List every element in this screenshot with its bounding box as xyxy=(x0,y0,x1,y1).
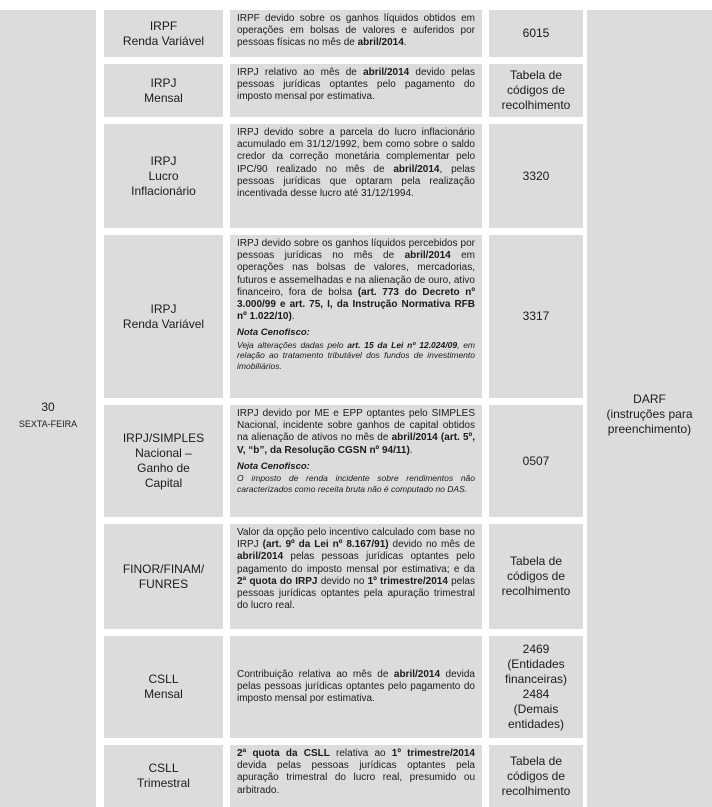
payment-code: 2469 (Entidades financeiras) 2484 (Demais entidades) xyxy=(489,636,583,738)
table-row xyxy=(104,10,579,57)
tax-name: IRPF Renda Variável xyxy=(104,10,223,57)
tax-name: IRPJ Renda Variável xyxy=(104,235,223,398)
darf-instructions: DARF (instruções para preenchimento) xyxy=(606,392,693,436)
instructions-column xyxy=(587,10,712,807)
tax-name: CSLL Trimestral xyxy=(104,745,223,807)
table-row xyxy=(104,124,579,228)
tax-name: CSLL Mensal xyxy=(104,636,223,738)
tax-description xyxy=(230,10,482,57)
tax-name: FINOR/FINAM/ FUNRES xyxy=(104,524,223,629)
table-row xyxy=(104,405,579,517)
payment-code: Tabela de códigos de recolhimento xyxy=(489,745,583,807)
date-column xyxy=(0,10,96,807)
table-row xyxy=(104,235,579,398)
description-text: IRPJ relativo ao mês de abril/2014 devido pelas pessoas jurídicas optantes pelo pagamento do imposto mensal por estimativa. xyxy=(237,67,475,103)
description-text: IRPJ devido sobre a parcela do lucro inflacionário acumulado em 31/12/1992, bem como sobre o saldo credor da correção monetária complementar pelo IPC/90 realizado no mês de abril/2014, pelas pessoas jurídicas que optaram pela realização incentivada desse lucro até 31/12/1994. xyxy=(237,127,475,200)
description-text: Valor da opção pelo incentivo calculado com base no IRPJ (art. 9º da Lei nº 8.167/91) devido no mês de abril/2014 pelas pessoas jurídicas optantes pelo pagamento do imposto mensal por estimativa; e da 2ª quota do IRPJ devido no 1º trimestre/2014 pelas pessoas jurídicas optantes pela apuração trimestral do lucro real. xyxy=(237,527,476,612)
table-row xyxy=(104,524,579,629)
date-label xyxy=(0,400,96,431)
tax-description xyxy=(230,405,482,517)
note-text: O imposto de renda incidente sobre rendimentos não caracterizados como receita bruta não é computado no DAS. xyxy=(237,473,475,494)
note-title: Nota Cenofisco: xyxy=(237,460,310,472)
tax-description xyxy=(230,636,482,738)
description-text: IRPJ devido sobre os ganhos líquidos percebidos por pessoas jurídicas no mês de abril/2014 em operações nas bolsas de valores, mercadorias, futuros e assemelhadas e na alienação de ouro, ativo financeiro, fora de bolsa (art. 773 do Decreto nº 3.000/99 e art. 75, I, da Instrução Normativa RFB nº 1.022/10). xyxy=(237,238,476,323)
description-text: 2ª quota da CSLL relativa ao 1º trimestre/2014 devida pelas pessoas jurídicas optantes pela apuração trimestral do lucro real, presumido ou arbitrado. xyxy=(237,748,475,796)
date-weekday: SEXTA-FEIRA xyxy=(18,419,78,429)
payment-code: 3317 xyxy=(489,235,583,398)
payment-code: Tabela de códigos de recolhimento xyxy=(489,64,583,117)
description-text: Contribuição relativa ao mês de abril/2014 devida pelas pessoas jurídicas optantes pelo pagamento do imposto mensal por estimativa. xyxy=(237,668,475,705)
table-row xyxy=(104,745,579,807)
note-title: Nota Cenofisco: xyxy=(237,327,310,339)
tax-description xyxy=(230,64,482,117)
date-day: 30 xyxy=(41,400,55,414)
tax-description xyxy=(230,235,482,398)
payment-code: 6015 xyxy=(489,10,583,57)
tax-description xyxy=(230,524,482,629)
description-text: IRPF devido sobre os ganhos líquidos obtidos em operações em bolsas de valores e auferidos por pessoas físicas no mês de abril/2014. xyxy=(237,13,475,49)
payment-code: 0507 xyxy=(489,405,583,517)
description-text: IRPJ devido por ME e EPP optantes pelo SIMPLES Nacional, incidente sobre ganhos de capital obtidos na alienação de ativos no mês de abril/2014 (art. 5º, V, “b”, da Resolução CGSN nº 94/11). xyxy=(237,408,475,456)
note-text: Veja alterações dadas pelo art. 15 da Lei nº 12.024/09, em relação ao tratamento tributável dos fundos de investimento imobiliários. xyxy=(237,339,475,371)
payment-code: 3320 xyxy=(489,124,583,228)
tax-name: IRPJ/SIMPLES Nacional – Ganho de Capital xyxy=(104,405,223,517)
payment-code: Tabela de códigos de recolhimento xyxy=(489,524,583,629)
table-row xyxy=(104,64,579,117)
table-row xyxy=(104,636,579,738)
tax-name: IRPJ Mensal xyxy=(104,64,223,117)
tax-description xyxy=(230,124,482,228)
tax-name: IRPJ Lucro Inflacionário xyxy=(104,124,223,228)
tax-description xyxy=(230,745,482,807)
